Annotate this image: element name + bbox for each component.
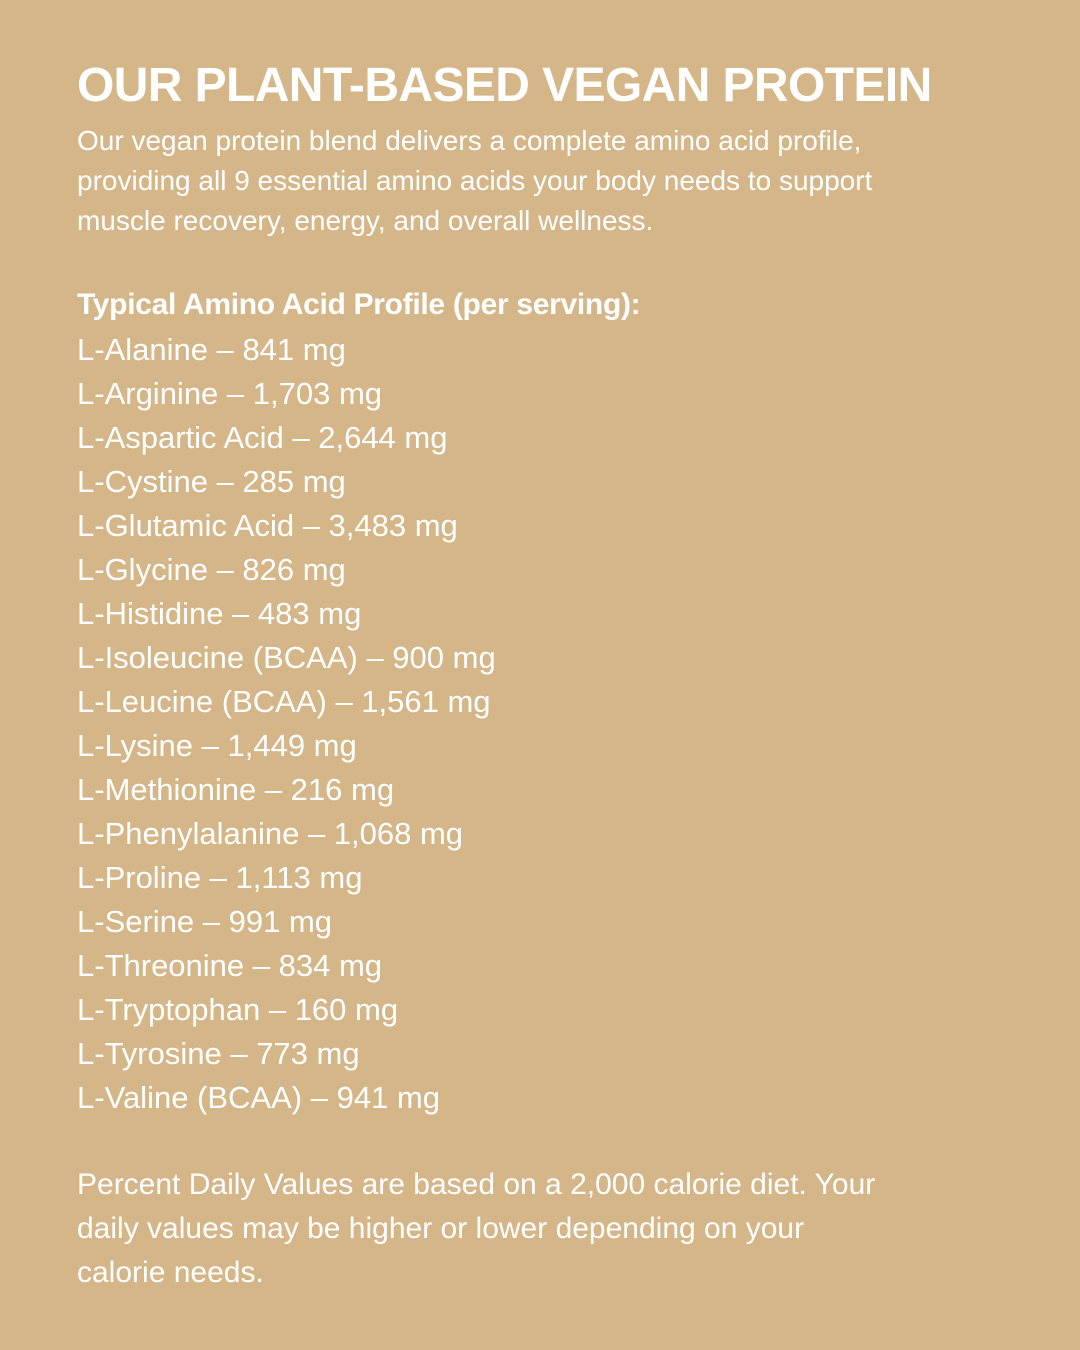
amino-acid-list: [77, 328, 496, 1120]
footnote-line: Percent Daily Values are based on a 2,000 calorie diet. Your: [77, 1168, 876, 1201]
amino-acid-item: L-Leucine (BCAA) – 1,561 mg: [77, 684, 491, 719]
amino-acid-item: L-Tryptophan – 160 mg: [77, 992, 399, 1027]
amino-acid-item: L-Cystine – 285 mg: [77, 464, 346, 499]
footnote-line: calorie needs.: [77, 1256, 264, 1289]
amino-acid-item: L-Isoleucine (BCAA) – 900 mg: [77, 640, 496, 675]
amino-acid-item: L-Glutamic Acid – 3,483 mg: [77, 508, 458, 543]
amino-acid-item: L-Histidine – 483 mg: [77, 596, 362, 631]
footnote-line: daily values may be higher or lower depending on your: [77, 1212, 805, 1245]
amino-acid-item: L-Threonine – 834 mg: [77, 948, 383, 983]
intro-paragraph: [77, 121, 872, 241]
amino-acid-item: L-Proline – 1,113 mg: [77, 860, 363, 895]
page-title: OUR PLANT-BASED VEGAN PROTEIN: [77, 59, 932, 112]
amino-acid-item: L-Glycine – 826 mg: [77, 552, 346, 587]
amino-acid-item: L-Aspartic Acid – 2,644 mg: [77, 420, 448, 455]
amino-acid-item: L-Methionine – 216 mg: [77, 772, 395, 807]
amino-acid-item: L-Valine (BCAA) – 941 mg: [77, 1080, 440, 1115]
intro-line: Our vegan protein blend delivers a complete amino acid profile,: [77, 125, 862, 156]
profile-heading: Typical Amino Acid Profile (per serving):: [77, 288, 641, 321]
intro-line: muscle recovery, energy, and overall wellness.: [77, 205, 654, 236]
intro-line: providing all 9 essential amino acids your body needs to support: [77, 165, 873, 196]
footnote: [77, 1163, 875, 1295]
amino-acid-item: L-Serine – 991 mg: [77, 904, 333, 939]
amino-acid-item: L-Tyrosine – 773 mg: [77, 1036, 360, 1071]
amino-acid-item: L-Phenylalanine – 1,068 mg: [77, 816, 464, 851]
amino-acid-item: L-Alanine – 841 mg: [77, 332, 346, 367]
amino-acid-item: L-Lysine – 1,449 mg: [77, 728, 357, 763]
amino-acid-item: L-Arginine – 1,703 mg: [77, 376, 383, 411]
